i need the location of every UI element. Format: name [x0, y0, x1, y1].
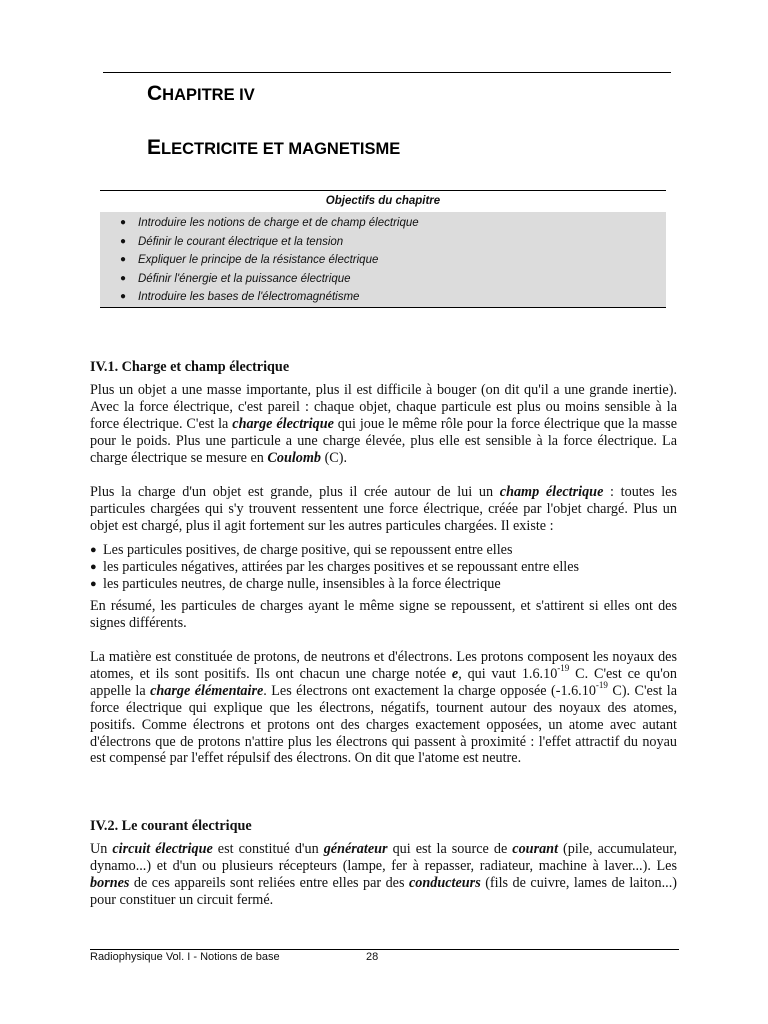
bullet-dot-icon: ● [120, 217, 127, 228]
paragraph: En résumé, les particules de charges ayant le même signe se repoussent, et s'attirent si elles ont des signes différents. [90, 598, 677, 631]
list-item: ● les particules négatives, attirées par les charges positives et se repoussant entre elles [90, 559, 580, 575]
header-rule [103, 72, 671, 73]
bullet-dot-icon: ● [90, 578, 97, 590]
footer-book-title: Radiophysique Vol. I - Notions de base [90, 951, 280, 963]
bullet-dot-icon: ● [90, 544, 97, 556]
paragraph: La matière est constituée de protons, de neutrons et d'électrons. Les protons composent les noyaux des atomes, et ils sont positifs. Ils ont chacun une charge notée e, qui vaut $1.6.10^{-19}$ C. C'est ce qu'on appelle la charge élémentaire. Les électrons ont exactement la charge opposée ($-1.6.10^{-19}$ C). C'est la force électrique qui explique que les électrons, négatifs, tournent autour des noyaux des atomes, positifs. Comme électrons et protons ont des charges exactement opposées, un atome avec autant d'électrons que de protons n'attire plus les électrons qui passent à proximité : l'effet attractif du noyau est compensé par l'effet répulsif des électrons. On dit que l'atome est neutre. [90, 649, 677, 767]
objective-item: ● Définir le courant électrique et la tension [120, 233, 666, 252]
list-item: ● les particules neutres, de charge nulle, insensibles à la force électrique [90, 576, 501, 592]
objective-item: ● Introduire les notions de charge et de champ électrique [120, 214, 666, 233]
objectives-heading: Objectifs du chapitre [100, 190, 666, 213]
footer-rule [90, 949, 679, 950]
bullet-dot-icon: ● [120, 272, 127, 284]
paragraph: Plus la charge d'un objet est grande, plus il crée autour de lui un champ électrique : toutes les particules chargées qui s'y trouvent ressentent une force électrique, créée par l'objet chargé. Plus un objet est chargé, plus il agit fortement sur les autres particules chargées. Il existe : [90, 484, 677, 534]
page-number: 28 [366, 951, 379, 963]
objectives-body [100, 212, 666, 308]
objectives-box [100, 190, 666, 308]
objective-item: ● Expliquer le principe de la résistance électrique [120, 251, 666, 270]
objective-item: ● Définir l'énergie et la puissance électrique [120, 270, 666, 289]
bullet-dot-icon: ● [120, 235, 127, 247]
paragraph: Plus un objet a une masse importante, plus il est difficile à bouger (on dit qu'il a une grande inertie). Avec la force électrique, c'est pareil : chaque objet, chaque particule est plus ou moins sensible à la force électrique. C'est la charge électrique qui joue le même rôle pour la force électrique que la masse pour le poids. Plus une particule a une charge élevée, plus elle est sensible à la force électrique. La charge électrique se mesure en Coulomb (C). [90, 382, 677, 466]
objective-item: ● Introduire les bases de l'électromagnétisme [120, 288, 666, 307]
bullet-dot-icon: ● [90, 561, 97, 573]
paragraph: Un circuit électrique est constitué d'un générateur qui est la source de courant (pile, accumulateur, dynamo...) et d'un ou plusieurs récepteurs (lampe, fer à repasser, radiateur, machine à laver...). Les bornes de ces appareils sont reliées entre elles par des conducteurs (fils de cuivre, lames de laiton...) pour constituer un circuit fermé. [90, 841, 678, 908]
list-item: ● Les particules positives, de charge positive, qui se repoussent entre elles [90, 542, 513, 558]
section-heading: IV.1. Charge et champ électrique [90, 359, 290, 375]
bullet-list [90, 542, 677, 593]
bullet-dot-icon: ● [120, 291, 127, 303]
chapter-number: CHAPITRE IV [147, 82, 255, 105]
section-heading: IV.2. Le courant électrique [90, 818, 252, 834]
objectives-list [100, 212, 666, 307]
chapter-title: ELECTRICITE ET MAGNETISME [147, 136, 401, 159]
bullet-dot-icon: ● [120, 254, 127, 266]
